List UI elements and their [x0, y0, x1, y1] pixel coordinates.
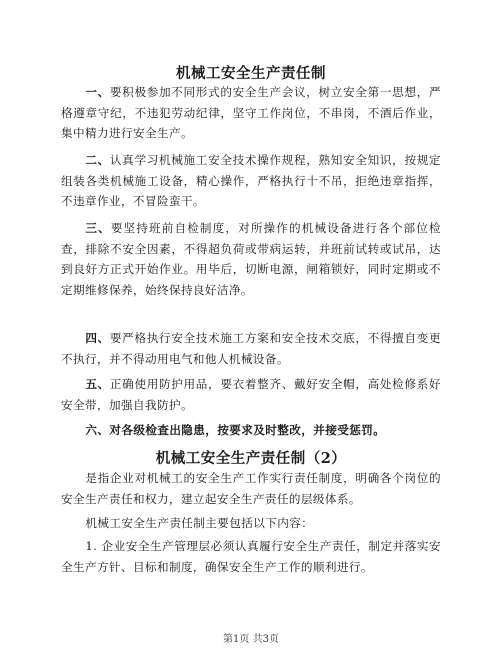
document-title: 机械工安全生产责任制 — [176, 65, 326, 82]
duty-item-3 — [61, 218, 441, 300]
page-footer: 第1页 共3页 — [223, 634, 279, 645]
section-title: 机械工安全生产责任制（2） — [155, 450, 347, 467]
item-number: 二、 — [85, 153, 110, 167]
item-number: 五、 — [85, 377, 110, 391]
item-text: 认真学习机械施工安全技术操作规程，熟知安全知识，按规定组装各类机械施工设备，精心操作，严格执行十不吊，拒绝违章指挥，不违章作业，不冒险蛮干。 — [61, 153, 441, 208]
item-number: 四、 — [85, 331, 110, 345]
duty-item-2 — [61, 150, 441, 212]
duty-item-6: 六、对各级检查出隐患，按要求及时整改，并接受惩罚。 — [85, 423, 386, 437]
content-item-1: 1. 企业安全生产管理层必须认真履行安全生产责任，制定并落实安全生产方针、目标和制度，确保安全生产工作的顺利进行。 — [61, 539, 441, 574]
duty-item-1 — [61, 82, 441, 144]
duty-item-4 — [61, 328, 441, 369]
item-text: 要积极参加不同形式的安全生产会议，树立安全第一思想，严格遵章守纪，不违犯劳动纪律，坚守工作岗位，不串岗，不酒后作业，集中精力进行安全生产。 — [61, 85, 441, 140]
item-text: 要严格执行安全技术施工方案和安全技术交底，不得擅自变更不执行，并不得动用电气和他人机械设备。 — [61, 331, 441, 366]
item-text: 要坚持班前自检制度，对所操作的机械设备进行各个部位检查，排除不安全因素，不得超负荷或带病运转，并班前试转或试吊，达到良好方正式开始作业。用毕后，切断电源，闸箱锁好，同时定期或不定期维修保养，始终保持良好洁净。 — [61, 221, 441, 297]
item-number: 三、 — [85, 221, 111, 235]
intro-paragraph: 是指企业对机械工的安全生产工作实行责任制度，明确各个岗位的安全生产责任和权力，建立起安全生产责任的层级体系。 — [61, 471, 441, 506]
content-heading: 机械工安全生产责任制主要包括以下内容： — [85, 516, 314, 530]
item-number: 一、 — [85, 85, 110, 99]
duty-item-5 — [61, 374, 441, 415]
item-text: 正确使用防护用品，要衣着整齐、戴好安全帽，高处检修系好安全带，加强自我防护。 — [61, 377, 441, 412]
